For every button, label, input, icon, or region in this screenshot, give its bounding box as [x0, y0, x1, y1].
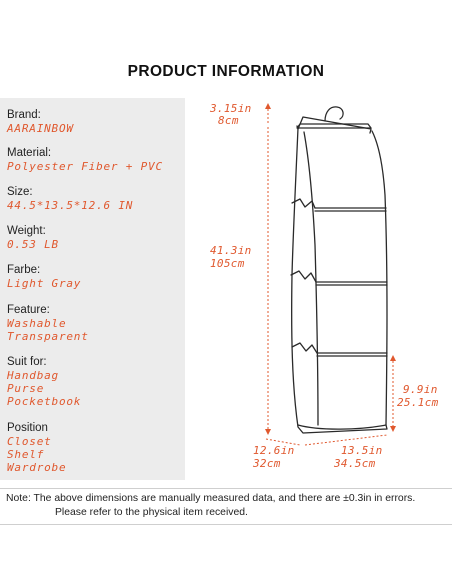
weight-label: Weight:: [7, 225, 46, 237]
feature-spec: [7, 303, 89, 343]
note-line-2: Please refer to the physical item received.: [55, 507, 248, 518]
brand-value: AARAINBOW: [7, 122, 74, 135]
width-dim-cm: 34.5cm: [334, 457, 376, 470]
feature-value: Washable: [7, 317, 67, 330]
hanging-organizer-drawing: [200, 95, 452, 480]
position-value: Wardrobe: [7, 461, 67, 474]
farbe-spec: [7, 263, 81, 290]
position-value: Closet: [7, 435, 52, 448]
material-spec: [7, 146, 163, 173]
suit-label: Suit for:: [7, 356, 47, 368]
weight-value: 0.53 LB: [7, 238, 59, 251]
note-line-1: Note: The above dimensions are manually measured data, and there are ±0.3in in errors.: [6, 493, 416, 504]
brand-label: Brand:: [7, 109, 41, 121]
spec-panel: [0, 98, 185, 480]
position-value: Shelf: [7, 448, 45, 461]
farbe-value: Light Gray: [7, 277, 82, 290]
feature-label: Feature:: [7, 304, 50, 316]
position-label: Position: [7, 422, 48, 434]
size-value: 44.5*13.5*12.6 IN: [7, 199, 134, 212]
note-top-divider: [0, 488, 452, 489]
width-dim-in: 13.5in: [341, 444, 383, 457]
depth-dim-in: 12.6in: [253, 444, 295, 457]
page-title: PRODUCT INFORMATION: [127, 63, 325, 80]
suit-value: Handbag: [7, 369, 59, 382]
position-spec: [7, 421, 66, 474]
farbe-label: Farbe:: [7, 264, 41, 276]
material-label: Material:: [7, 147, 52, 159]
size-spec: [7, 185, 133, 212]
shelf-dim-cm: 25.1cm: [397, 396, 439, 409]
suit-value: Purse: [7, 382, 45, 395]
suit-spec: [7, 355, 81, 408]
note-bottom-divider: [0, 524, 452, 525]
height-dim-in: 41.3in: [210, 244, 252, 257]
feature-value: Transparent: [7, 330, 89, 343]
material-value: Polyester Fiber + PVC: [7, 160, 163, 173]
hook-dim-in: 3.15in: [210, 102, 252, 115]
shelf-dim-in: 9.9in: [403, 383, 438, 396]
suit-value: Pocketbook: [7, 395, 82, 408]
hanger-hook-icon: [325, 107, 343, 121]
hook-dim-cm: 8cm: [218, 114, 239, 127]
size-label: Size:: [7, 186, 33, 198]
height-dim-cm: 105cm: [210, 257, 245, 270]
depth-dim-cm: 32cm: [253, 457, 281, 470]
brand-spec: [7, 108, 74, 135]
weight-spec: [7, 224, 59, 251]
